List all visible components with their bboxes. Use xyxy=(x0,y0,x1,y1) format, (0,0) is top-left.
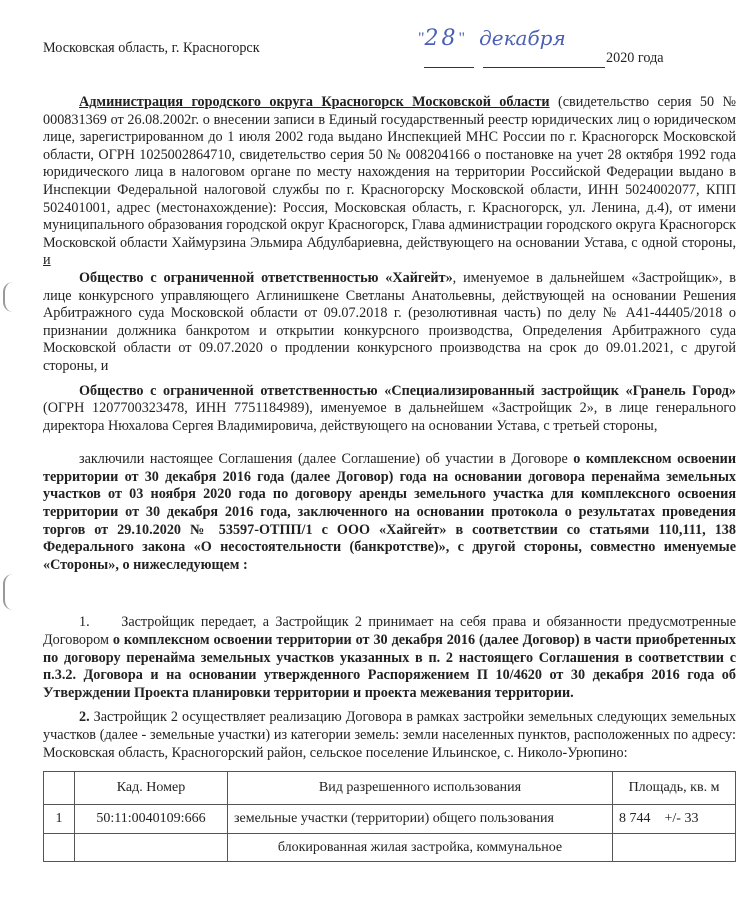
scan-margin-mark xyxy=(3,282,19,312)
clause-2-text: Застройщик 2 осуществляет реализацию Договора в рамках застройки земельных следующих земельных участков (далее - земельные участки) из категории земель: земли населенных пунктов, расположенных по адресу: Московская область, Красногорский район, сельское поселение Ильинское, с. Николо-Урюпино: xyxy=(43,709,736,761)
clause-1-bold: о комплексном освоении территории от 30 декабря 2016 (далее Договор) в части приобретенных по договору перенайма земельных участков указанных в п. 2 настоящего Соглашения в соответствии с п.3.2. Договора и на основании утвержденного Распоряжением П 10/4620 от 30 декабря 2016 года об Утверждении Проекта планировки территории и проекта межевания территории. xyxy=(43,632,737,701)
party-1-tail: и xyxy=(43,252,51,269)
concluded-paragraph xyxy=(43,451,736,574)
party-3-details: (ОГРН 1207700323478, ИНН 7751184989), именуемое в дальнейшем «Застройщик 2», в лице генерального директора Нюхалова Сергея Владимировича, действующего на основании Устава, с третьей стороны, xyxy=(43,400,736,434)
clause-1-text: Застройщик передает, а Застройщик 2 принимает на себя права и обязанности предусмотренные Договором xyxy=(43,614,736,649)
table-header-row xyxy=(44,772,736,805)
row-index: 1 xyxy=(44,805,75,834)
scan-margin-mark xyxy=(3,574,19,610)
concluded-text: заключили настоящее Соглашения (далее Соглашение) об участии в Договоре xyxy=(79,451,574,468)
date-quote-close: " xyxy=(458,30,466,47)
handwritten-day: 28 xyxy=(424,26,459,51)
area-tolerance: +/- 33 xyxy=(664,811,699,827)
date-quote-open: " xyxy=(418,30,425,47)
party-2-paragraph xyxy=(43,270,736,376)
month-underline xyxy=(483,67,605,68)
cadastral-number xyxy=(75,833,228,862)
party-2-details: , именуемое в дальнейшем «Застройщик», в лице конкурсного управляющего Аглинишкене Светланы Анатольевны, действующей на основании Решения Арбитражного суда Московской области от 09.07.2018 г. (резолютивная часть) по делу № А41-44405/2018 о признании должника банкротом и открытии конкурсного производства, Определения Арбитражного суда Московской области от 09.07.2020 о продлении конкурсного производства на срок до 09.01.2021, с другой стороны, и xyxy=(43,269,736,374)
permitted-use: земельные участки (территории) общего пользования xyxy=(228,805,613,834)
area-cell xyxy=(613,805,736,834)
header-cadastral-number: Кад. Номер xyxy=(75,772,228,805)
concluded-bold: о комплексном освоении территории от 30 декабря 2016 года (далее Договор) года на основании договора перенайма земельных участков от 03 ноября 2020 года по договору аренды земельного участка для комплексного освоения территории от 30 декабря 2016 года, заключенного на основании протокола о результатах проведения торгов от 29.10.2020 № 53597-ОТПП/1 с ООО «Хайгейт» в соответствии со статьями 110,111, 138 Федерального закона «О несостоятельности (банкротстве)», с другой стороны, совместно именуемые «Стороны», о нижеследующем : xyxy=(43,451,736,573)
agreement-body xyxy=(43,94,736,862)
signing-date xyxy=(418,26,566,51)
party-3-paragraph xyxy=(43,383,736,436)
table-row xyxy=(44,805,736,834)
party-2-name: Общество с ограниченной ответственностью «Хайгейт» xyxy=(79,269,453,286)
party-1-details: (свидетельство серия 50 № 000831369 от 26.08.2002г. о внесении записи в Единый государственный реестр юридических лиц о юридическом лице, зарегистрированном до 1 июля 2002 года выдано Инспекцией МНС России по г. Красногорск Московской области, ОГРН 1025002864710, свидетельство серия 50 № 008204166 о постановке на учет 28 октября 1992 года юридического лица в налоговом органе по месту нахождения на территории Российской Федерации выдано в Инспекции Федеральной налоговой службы по г. Красногорску Московской области, ИНН 5024002077, КПП 502401001, адрес (местонахождение): Россия, Московская область, г. Красногорск, ул. Ленина, д.4), от имени муниципального образования городской округ Красногорск, Глава администрации городского округа Красногорск Московской области Хаймурзина Эльмира Абдулбариевна, действующего на основании Устава, с одной стороны, xyxy=(43,94,736,251)
land-plots-table xyxy=(43,771,736,862)
party-1-name: Администрация городского округа Красногорск Московской области xyxy=(79,94,550,110)
cadastral-number: 50:11:0040109:666 xyxy=(75,805,228,834)
row-index xyxy=(44,833,75,862)
clause-1-paragraph xyxy=(43,614,736,702)
date-year: 2020 года xyxy=(606,50,664,66)
header-index xyxy=(44,772,75,805)
header-permitted-use: Вид разрешенного использования xyxy=(228,772,613,805)
table-row xyxy=(44,833,736,862)
area-cell xyxy=(613,833,736,862)
party-1-paragraph xyxy=(43,94,736,270)
header-area: Площадь, кв. м xyxy=(613,772,736,805)
permitted-use: блокированная жилая застройка, коммунальное xyxy=(228,833,613,862)
area-value: 8 744 xyxy=(619,811,651,827)
city-label: Московская область, г. Красногорск xyxy=(43,40,260,56)
party-3-name: Общество с ограниченной ответственностью «Специализированный застройщик «Грaнель Город» xyxy=(79,382,736,399)
clause-1-number: 1. xyxy=(79,614,90,631)
handwritten-month: декабря xyxy=(479,26,566,50)
clause-2-number: 2. xyxy=(79,709,90,726)
day-underline xyxy=(424,67,474,68)
document-header xyxy=(43,26,733,66)
clause-2-paragraph xyxy=(43,709,736,762)
